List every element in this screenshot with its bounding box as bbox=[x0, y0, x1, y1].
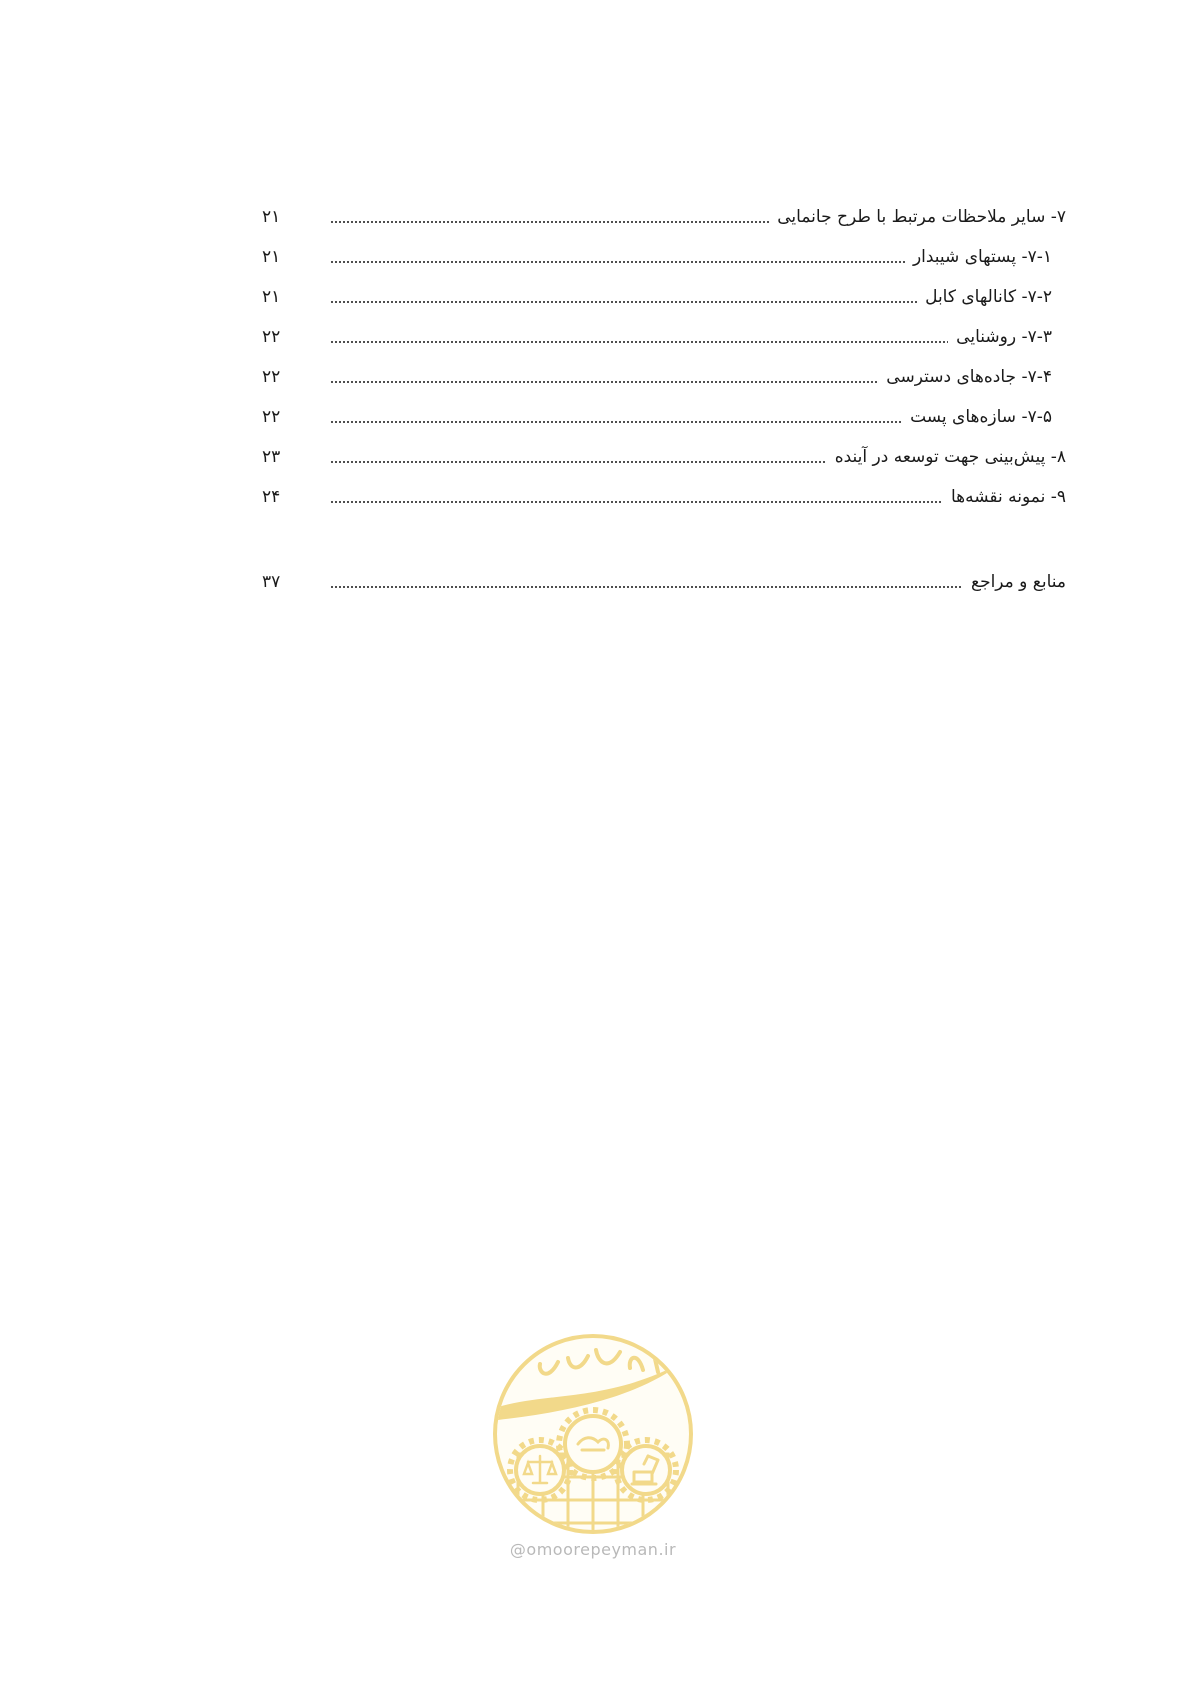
toc-entry-references[interactable] bbox=[262, 567, 1066, 597]
toc-entry-page: ۲۳ bbox=[262, 447, 281, 467]
toc-entry-page: ۲۱ bbox=[262, 287, 281, 307]
toc-dot-leader bbox=[330, 261, 905, 263]
table-of-contents bbox=[0, 0, 1191, 700]
toc-entry-title: ۹- نمونه نقشه‌ها bbox=[950, 487, 1066, 507]
toc-dot-leader bbox=[330, 341, 948, 343]
toc-dot-leader bbox=[330, 301, 917, 303]
toc-entry-page: ۲۲ bbox=[262, 407, 281, 427]
toc-dot-leader bbox=[330, 461, 827, 463]
toc-entry-title: ۷-۴- جاده‌های دسترسی bbox=[886, 367, 1052, 387]
toc-dot-leader bbox=[330, 501, 943, 503]
toc-entry-page: ۲۱ bbox=[262, 207, 281, 227]
toc-entry[interactable] bbox=[262, 202, 1066, 232]
toc-entry-title: ۸- پیش‌بینی جهت توسعه در آینده bbox=[834, 447, 1066, 467]
toc-entry[interactable] bbox=[262, 442, 1066, 472]
toc-entry-page: ۲۲ bbox=[262, 367, 281, 387]
toc-entry-title: ۷-۵- سازه‌های پست bbox=[910, 407, 1052, 427]
toc-entry[interactable] bbox=[262, 362, 1066, 392]
toc-entry-title: ۷- سایر ملاحظات مرتبط با طرح جانمایی bbox=[777, 207, 1066, 227]
toc-entry[interactable] bbox=[262, 322, 1066, 352]
watermark-seal-icon bbox=[488, 1332, 698, 1542]
watermark-logo bbox=[488, 1332, 698, 1562]
toc-entry-page: ۲۱ bbox=[262, 247, 281, 267]
watermark-url: @omoorepeyman.ir bbox=[509, 1540, 677, 1559]
toc-dot-leader bbox=[330, 381, 878, 383]
toc-dot-leader bbox=[330, 421, 902, 423]
toc-entry-page: ۲۴ bbox=[262, 487, 281, 507]
toc-entry-title: ۷-۱- پستهای شیبدار bbox=[912, 247, 1052, 267]
toc-entry-page: ۳۷ bbox=[262, 572, 281, 592]
toc-dot-leader bbox=[330, 586, 963, 588]
toc-entry-title: منابع و مراجع bbox=[971, 572, 1066, 592]
toc-entry[interactable] bbox=[262, 402, 1066, 432]
toc-entry-page: ۲۲ bbox=[262, 327, 281, 347]
toc-entry-title: ۷-۳- روشنایی bbox=[956, 327, 1052, 347]
toc-entry-title: ۷-۲- کانالهای کابل bbox=[925, 287, 1052, 307]
toc-dot-leader bbox=[330, 221, 769, 223]
toc-entry[interactable] bbox=[262, 282, 1066, 312]
toc-entry[interactable] bbox=[262, 242, 1066, 272]
toc-entry[interactable] bbox=[262, 482, 1066, 512]
